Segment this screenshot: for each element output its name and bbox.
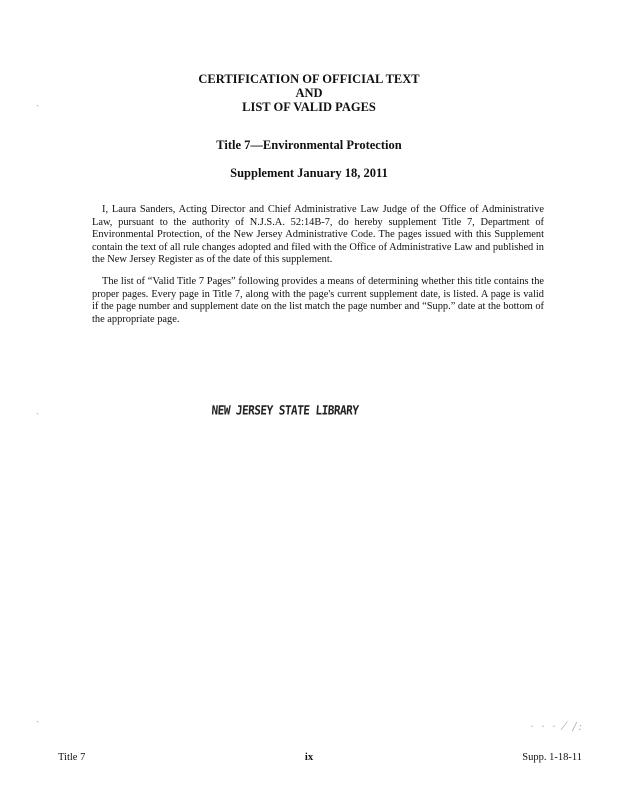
footer-supplement: Supp. 1-18-11 — [522, 752, 582, 763]
certification-heading: CERTIFICATION OF OFFICIAL TEXT — [198, 72, 420, 86]
footer-page-number: ix — [304, 752, 314, 763]
title-heading: Title 7—Environmental Protection — [216, 138, 402, 152]
supplement-date: Supplement January 18, 2011 — [230, 166, 388, 180]
footer-title: Title 7 — [58, 752, 86, 763]
valid-pages-heading: LIST OF VALID PAGES — [242, 100, 376, 114]
library-stamp: NEW JERSEY STATE LIBRARY — [210, 403, 359, 418]
heading-and: AND — [295, 86, 323, 100]
scan-mark: ˏ — [36, 96, 40, 107]
certification-paragraph: I, Laura Sanders, Acting Director and Chief Administrative Law Judge of the Office of Administrative Law, pursuant to the authority of N.J.S.A. 52:14B-7, do hereby supplement Title 7, Department of Environmental Protection, of the New Jersey Administrative Code. The pages issued with this Supplement contain the text of all rule changes adopted and filed with the Office of Administrative Law and published in the New Jersey Register as of the date of this supplement. — [92, 204, 544, 266]
handwritten-mark-icon: · · · ⁄ /: — [530, 720, 584, 733]
valid-pages-paragraph: The list of “Valid Title 7 Pages” following provides a means of determining whether this title contains the proper pages. Every page in Title 7, along with the page's current supplement date, is listed. A page is valid if the page number and supplement date on the list match the page number and “Supp.” date at the bottom of the appropriate page. — [92, 276, 544, 325]
scan-mark: ˏ — [36, 712, 40, 723]
scan-mark: ˏ — [36, 404, 40, 415]
